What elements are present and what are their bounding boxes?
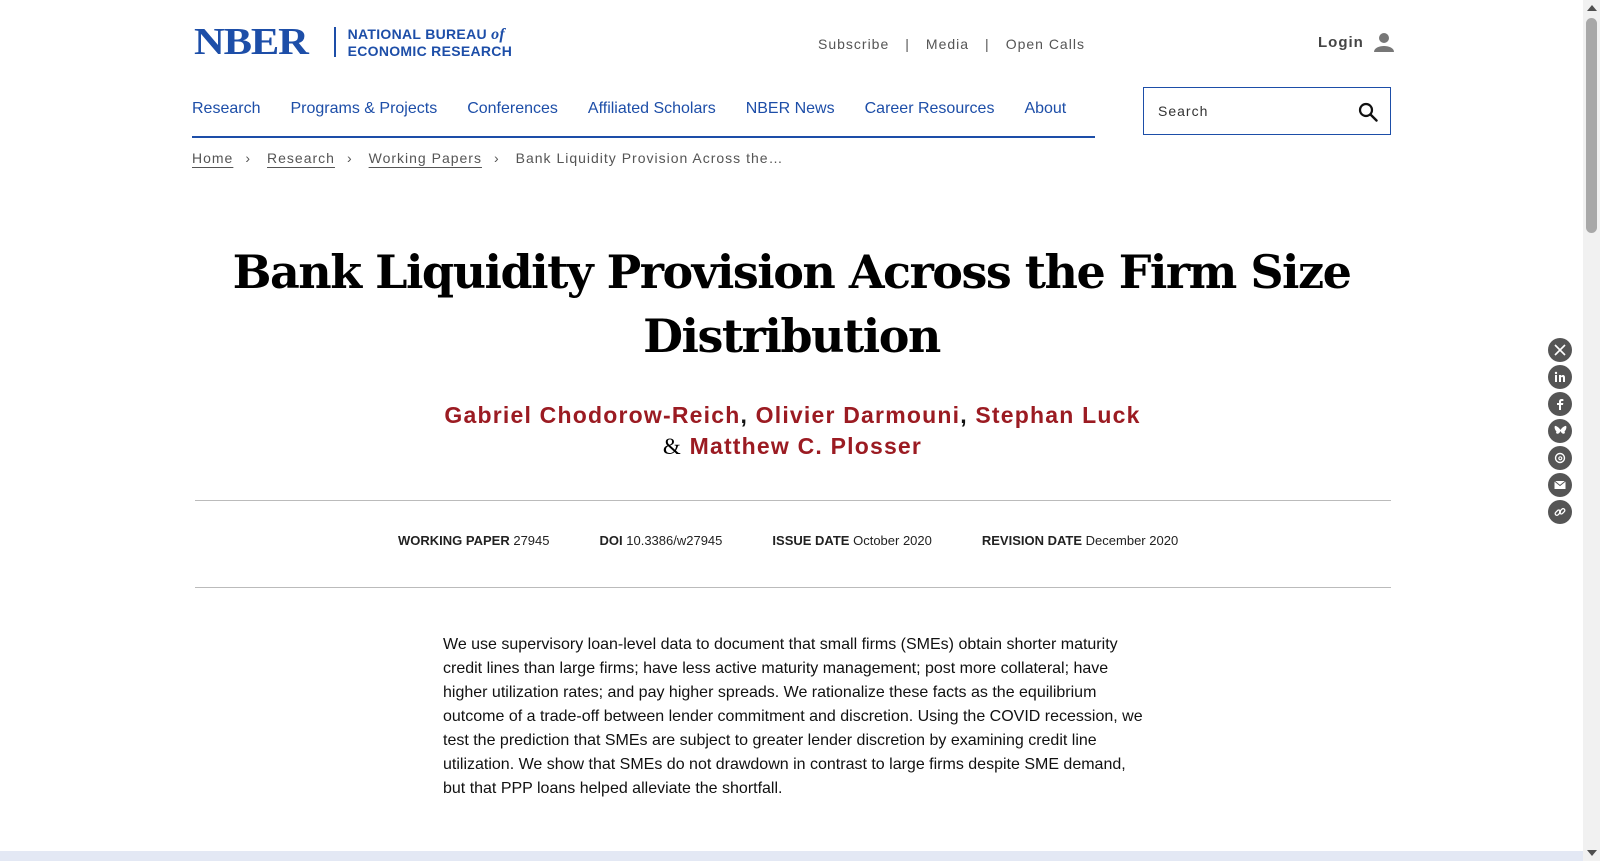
share-bar bbox=[1548, 338, 1572, 527]
email-icon bbox=[1554, 480, 1566, 490]
page-title bbox=[192, 240, 1391, 368]
nav-research[interactable]: Research bbox=[192, 100, 261, 117]
share-bluesky-button[interactable] bbox=[1548, 419, 1572, 443]
nav-conferences[interactable]: Conferences bbox=[467, 100, 558, 117]
nav-career-resources[interactable]: Career Resources bbox=[864, 100, 995, 117]
x-icon bbox=[1554, 344, 1566, 356]
threads-icon bbox=[1554, 452, 1566, 464]
meta-value: December 2020 bbox=[1085, 533, 1179, 548]
author-separator: , bbox=[960, 402, 976, 428]
nber-logo[interactable] bbox=[194, 21, 513, 63]
share-linkedin-button[interactable] bbox=[1548, 365, 1572, 389]
paper-metadata bbox=[398, 533, 1228, 548]
login-button[interactable] bbox=[1318, 32, 1394, 52]
author-link[interactable]: Stephan Luck bbox=[975, 402, 1141, 428]
divider bbox=[195, 500, 1391, 501]
share-facebook-button[interactable] bbox=[1548, 392, 1572, 416]
breadcrumb-home[interactable]: Home bbox=[192, 150, 234, 166]
author-list bbox=[440, 400, 1145, 462]
meta-label: REVISION DATE bbox=[981, 533, 1083, 548]
nav-nber-news[interactable]: NBER News bbox=[745, 100, 835, 117]
breadcrumb-working-papers[interactable]: Working Papers bbox=[368, 150, 482, 166]
meta-doi bbox=[600, 533, 723, 548]
nav-about[interactable]: About bbox=[1024, 100, 1067, 117]
author-link[interactable]: Matthew C. Plosser bbox=[689, 433, 923, 459]
chevron-right-icon: › bbox=[245, 150, 252, 166]
meta-working-paper bbox=[398, 533, 550, 548]
author-link[interactable]: Gabriel Chodorow-Reich bbox=[444, 402, 741, 428]
media-link[interactable]: Media bbox=[925, 36, 970, 52]
divider bbox=[195, 587, 1391, 588]
link-icon bbox=[1554, 506, 1566, 518]
search-icon[interactable] bbox=[1358, 102, 1378, 122]
search-box bbox=[1143, 87, 1391, 135]
nav-affiliated-scholars[interactable]: Affiliated Scholars bbox=[587, 100, 716, 117]
logo-of: of bbox=[491, 25, 506, 43]
logo-mark: NBER bbox=[194, 21, 308, 63]
logo-divider bbox=[334, 27, 336, 57]
author-separator: , bbox=[740, 402, 756, 428]
breadcrumb bbox=[192, 150, 784, 166]
open-calls-link[interactable]: Open Calls bbox=[1005, 36, 1085, 52]
facebook-icon bbox=[1554, 398, 1566, 410]
abstract-text: We use supervisory loan-level data to document that small firms (SMEs) obtain shorter maturity credit lines than large firms; have less active maturity management; post more collateral; have higher utilization rates; and pay higher spreads. We rationalize these facts as the equilibrium outcome of a trade-off between lender commitment and discretion. Using the COVID recession, we test the prediction that SMEs are subject to greater lender discretion by examining credit line utilization. We show that SMEs do not drawdown in contrast to large firms despite SME demand, but that PPP loans helped alleviate the shortfall. bbox=[443, 636, 1143, 797]
breadcrumb-research[interactable]: Research bbox=[267, 150, 335, 166]
meta-revision-date bbox=[982, 533, 1178, 548]
meta-label: WORKING PAPER bbox=[398, 533, 510, 548]
linkedin-icon bbox=[1554, 371, 1566, 383]
breadcrumb-current: Bank Liquidity Provision Across the… bbox=[515, 150, 784, 166]
share-threads-button[interactable] bbox=[1548, 446, 1572, 470]
author-ampersand: & bbox=[662, 434, 682, 459]
meta-value: 27945 bbox=[513, 533, 550, 548]
utility-nav bbox=[818, 36, 1085, 52]
chevron-right-icon: › bbox=[493, 150, 500, 166]
meta-label: ISSUE DATE bbox=[772, 533, 850, 548]
logo-wordmark bbox=[348, 26, 513, 59]
scrollbar-thumb[interactable] bbox=[1586, 18, 1597, 233]
scroll-up-arrow-icon[interactable] bbox=[1587, 5, 1597, 11]
chevron-right-icon: › bbox=[346, 150, 353, 166]
share-email-button[interactable] bbox=[1548, 473, 1572, 497]
footer-band bbox=[0, 851, 1583, 861]
title-line-2: Distribution bbox=[643, 309, 940, 363]
vertical-scrollbar[interactable] bbox=[1583, 0, 1600, 861]
meta-value: October 2020 bbox=[853, 533, 932, 548]
copy-link-button[interactable] bbox=[1548, 500, 1572, 524]
meta-label: DOI bbox=[599, 533, 623, 548]
user-icon bbox=[1374, 32, 1394, 52]
logo-line2: ECONOMIC RESEARCH bbox=[347, 42, 513, 59]
utility-separator: | bbox=[905, 36, 910, 52]
utility-separator: | bbox=[985, 36, 990, 52]
share-x-button[interactable] bbox=[1548, 338, 1572, 362]
scroll-down-arrow-icon[interactable] bbox=[1587, 850, 1597, 856]
author-link[interactable]: Olivier Darmouni bbox=[755, 402, 961, 428]
meta-issue-date bbox=[772, 533, 931, 548]
login-label: Login bbox=[1318, 33, 1364, 51]
nav-programs-projects[interactable]: Programs & Projects bbox=[290, 100, 438, 117]
logo-line1: NATIONAL BUREAU bbox=[347, 25, 492, 42]
search-input[interactable] bbox=[1144, 102, 1350, 120]
bluesky-icon bbox=[1554, 425, 1567, 437]
subscribe-link[interactable]: Subscribe bbox=[818, 36, 890, 52]
main-nav bbox=[192, 100, 1095, 138]
title-line-1: Bank Liquidity Provision Across the Firm Size bbox=[232, 245, 1351, 299]
meta-value: 10.3386/w27945 bbox=[626, 533, 723, 548]
